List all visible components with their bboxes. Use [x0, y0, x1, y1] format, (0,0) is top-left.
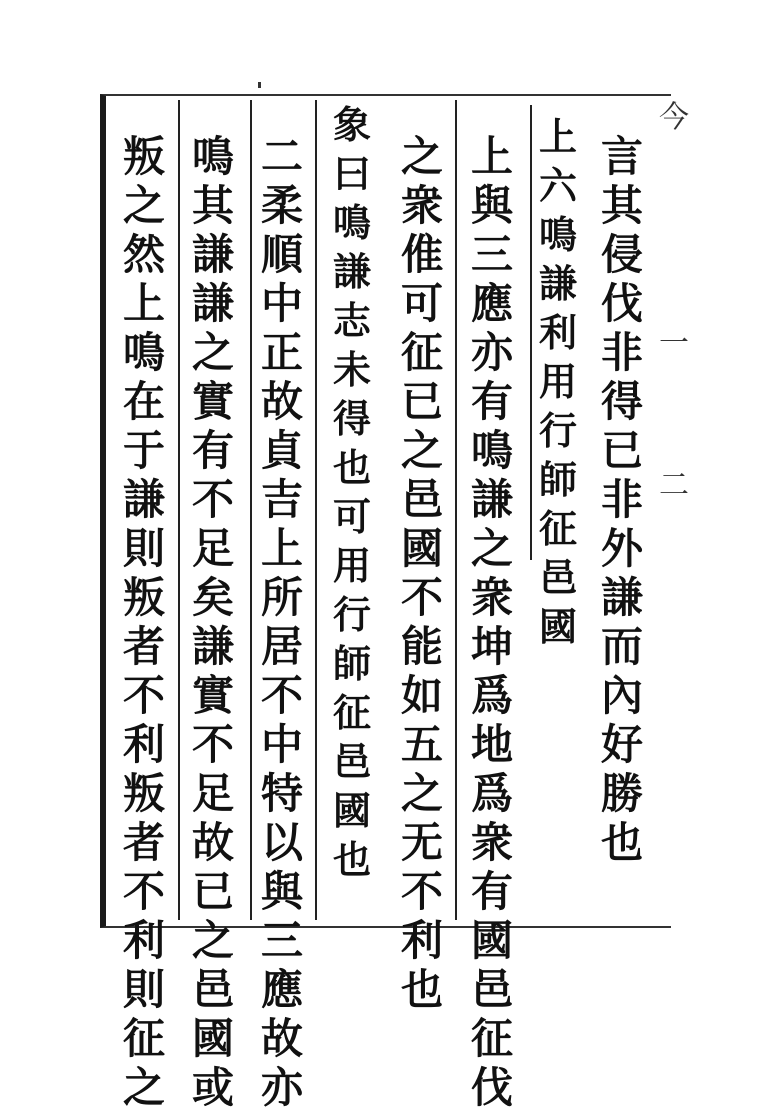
glyph: 以 — [260, 818, 303, 867]
glyph: 有 — [470, 377, 513, 426]
glyph: 征 — [400, 328, 443, 377]
glyph: 不 — [122, 867, 165, 916]
glyph: 鳴 — [332, 200, 371, 245]
glyph: 可 — [400, 279, 443, 328]
glyph: 曰 — [332, 151, 371, 196]
text-column-3 — [462, 132, 522, 1112]
glyph: 鳴 — [122, 328, 165, 377]
glyph: 上 — [122, 279, 165, 328]
glyph: 得 — [600, 377, 643, 426]
glyph: 師 — [538, 457, 577, 502]
glyph: 爲 — [470, 671, 513, 720]
glyph: 師 — [332, 641, 371, 686]
glyph: 謙 — [191, 622, 234, 671]
glyph: 國 — [191, 1014, 234, 1063]
glyph: 叛 — [122, 132, 165, 181]
glyph: 有 — [191, 426, 234, 475]
glyph: 征 — [538, 506, 577, 551]
glyph: 衆 — [400, 181, 443, 230]
glyph: 未 — [332, 347, 371, 392]
margin-mark: 今 — [659, 100, 689, 135]
glyph: 特 — [260, 769, 303, 818]
glyph: 亦 — [260, 1063, 303, 1112]
glyph: 已 — [400, 377, 443, 426]
glyph: 言 — [600, 132, 643, 181]
glyph: 也 — [332, 445, 371, 490]
glyph: 正 — [260, 328, 303, 377]
glyph: 不 — [260, 671, 303, 720]
text-column-5 — [322, 100, 382, 884]
glyph: 所 — [260, 573, 303, 622]
text-column-7 — [183, 132, 243, 1112]
column-rule — [455, 100, 457, 920]
glyph: 叛 — [122, 573, 165, 622]
glyph: 之 — [122, 181, 165, 230]
glyph: 中 — [260, 279, 303, 328]
glyph: 柔 — [260, 181, 303, 230]
margin-mark: 二 — [659, 468, 689, 503]
glyph: 謙 — [538, 261, 577, 306]
glyph: 可 — [332, 494, 371, 539]
column-rule — [178, 100, 180, 920]
glyph: 好 — [600, 720, 643, 769]
glyph: 中 — [260, 720, 303, 769]
glyph: 三 — [470, 230, 513, 279]
glyph: 非 — [600, 475, 643, 524]
glyph: 叛 — [122, 769, 165, 818]
glyph: 之 — [400, 769, 443, 818]
glyph: 國 — [332, 788, 371, 833]
glyph: 上 — [470, 132, 513, 181]
glyph: 不 — [400, 573, 443, 622]
glyph: 不 — [191, 720, 234, 769]
glyph: 志 — [332, 298, 371, 343]
glyph: 應 — [470, 279, 513, 328]
glyph: 坤 — [470, 622, 513, 671]
glyph: 邑 — [538, 555, 577, 600]
column-rule — [315, 100, 317, 920]
glyph: 征 — [122, 1014, 165, 1063]
glyph: 與 — [470, 181, 513, 230]
glyph: 居 — [260, 622, 303, 671]
glyph: 謙 — [122, 475, 165, 524]
glyph: 故 — [191, 818, 234, 867]
text-column-1 — [592, 132, 652, 867]
glyph: 于 — [122, 426, 165, 475]
glyph: 鳴 — [191, 132, 234, 181]
glyph: 之 — [191, 916, 234, 965]
glyph: 之 — [470, 524, 513, 573]
glyph: 者 — [122, 622, 165, 671]
glyph: 不 — [191, 475, 234, 524]
glyph: 征 — [470, 1014, 513, 1063]
glyph: 國 — [400, 524, 443, 573]
glyph: 謙 — [332, 249, 371, 294]
glyph: 三 — [260, 916, 303, 965]
glyph: 內 — [600, 671, 643, 720]
glyph: 利 — [122, 916, 165, 965]
glyph: 上 — [538, 114, 577, 159]
glyph: 而 — [600, 622, 643, 671]
glyph: 利 — [538, 310, 577, 355]
glyph: 无 — [400, 818, 443, 867]
glyph: 應 — [260, 965, 303, 1014]
glyph: 已 — [191, 867, 234, 916]
glyph: 順 — [260, 230, 303, 279]
glyph: 六 — [538, 163, 577, 208]
glyph: 不 — [400, 867, 443, 916]
glyph: 則 — [122, 524, 165, 573]
text-column-2 — [528, 112, 588, 651]
glyph: 上 — [260, 524, 303, 573]
glyph: 邑 — [470, 965, 513, 1014]
glyph: 行 — [538, 408, 577, 453]
glyph: 其 — [191, 181, 234, 230]
glyph: 故 — [260, 1014, 303, 1063]
glyph: 也 — [600, 818, 643, 867]
glyph: 謙 — [191, 230, 234, 279]
glyph: 矣 — [191, 573, 234, 622]
glyph: 外 — [600, 524, 643, 573]
glyph: 實 — [191, 671, 234, 720]
ink-speck — [258, 82, 261, 88]
glyph: 不 — [122, 671, 165, 720]
glyph: 在 — [122, 377, 165, 426]
glyph: 其 — [600, 181, 643, 230]
glyph: 之 — [122, 1063, 165, 1112]
glyph: 能 — [400, 622, 443, 671]
glyph: 伐 — [470, 1063, 513, 1112]
glyph: 行 — [332, 592, 371, 637]
glyph: 五 — [400, 720, 443, 769]
glyph: 爲 — [470, 769, 513, 818]
glyph: 與 — [260, 867, 303, 916]
glyph: 邑 — [400, 475, 443, 524]
glyph: 者 — [122, 818, 165, 867]
glyph: 非 — [600, 328, 643, 377]
glyph: 亦 — [470, 328, 513, 377]
glyph: 之 — [191, 328, 234, 377]
glyph: 國 — [538, 604, 577, 649]
glyph: 倠 — [400, 230, 443, 279]
glyph: 則 — [122, 965, 165, 1014]
glyph: 國 — [470, 916, 513, 965]
glyph: 勝 — [600, 769, 643, 818]
glyph: 邑 — [332, 739, 371, 784]
glyph: 吉 — [260, 475, 303, 524]
glyph: 之 — [400, 426, 443, 475]
glyph: 衆 — [470, 818, 513, 867]
glyph: 有 — [470, 867, 513, 916]
text-column-4 — [392, 132, 452, 1014]
glyph: 邑 — [191, 965, 234, 1014]
glyph: 用 — [332, 543, 371, 588]
glyph: 衆 — [470, 573, 513, 622]
glyph: 如 — [400, 671, 443, 720]
glyph: 謙 — [191, 279, 234, 328]
glyph: 貞 — [260, 426, 303, 475]
glyph: 侵 — [600, 230, 643, 279]
glyph: 足 — [191, 524, 234, 573]
glyph: 或 — [191, 1063, 234, 1112]
glyph: 也 — [400, 965, 443, 1014]
glyph: 象 — [332, 102, 371, 147]
glyph: 鳴 — [470, 426, 513, 475]
glyph: 伐 — [600, 279, 643, 328]
glyph: 已 — [600, 426, 643, 475]
text-column-6 — [252, 132, 312, 1112]
glyph: 故 — [260, 377, 303, 426]
glyph: 得 — [332, 396, 371, 441]
glyph: 二 — [260, 132, 303, 181]
glyph: 用 — [538, 359, 577, 404]
glyph: 鳴 — [538, 212, 577, 257]
glyph: 利 — [122, 720, 165, 769]
glyph: 之 — [400, 132, 443, 181]
glyph: 地 — [470, 720, 513, 769]
text-column-8 — [114, 132, 174, 1112]
margin-mark: 一 — [659, 326, 689, 361]
glyph: 然 — [122, 230, 165, 279]
glyph: 征 — [332, 690, 371, 735]
glyph: 實 — [191, 377, 234, 426]
glyph: 足 — [191, 769, 234, 818]
glyph: 謙 — [600, 573, 643, 622]
glyph: 也 — [332, 837, 371, 882]
glyph: 謙 — [470, 475, 513, 524]
glyph: 利 — [400, 916, 443, 965]
